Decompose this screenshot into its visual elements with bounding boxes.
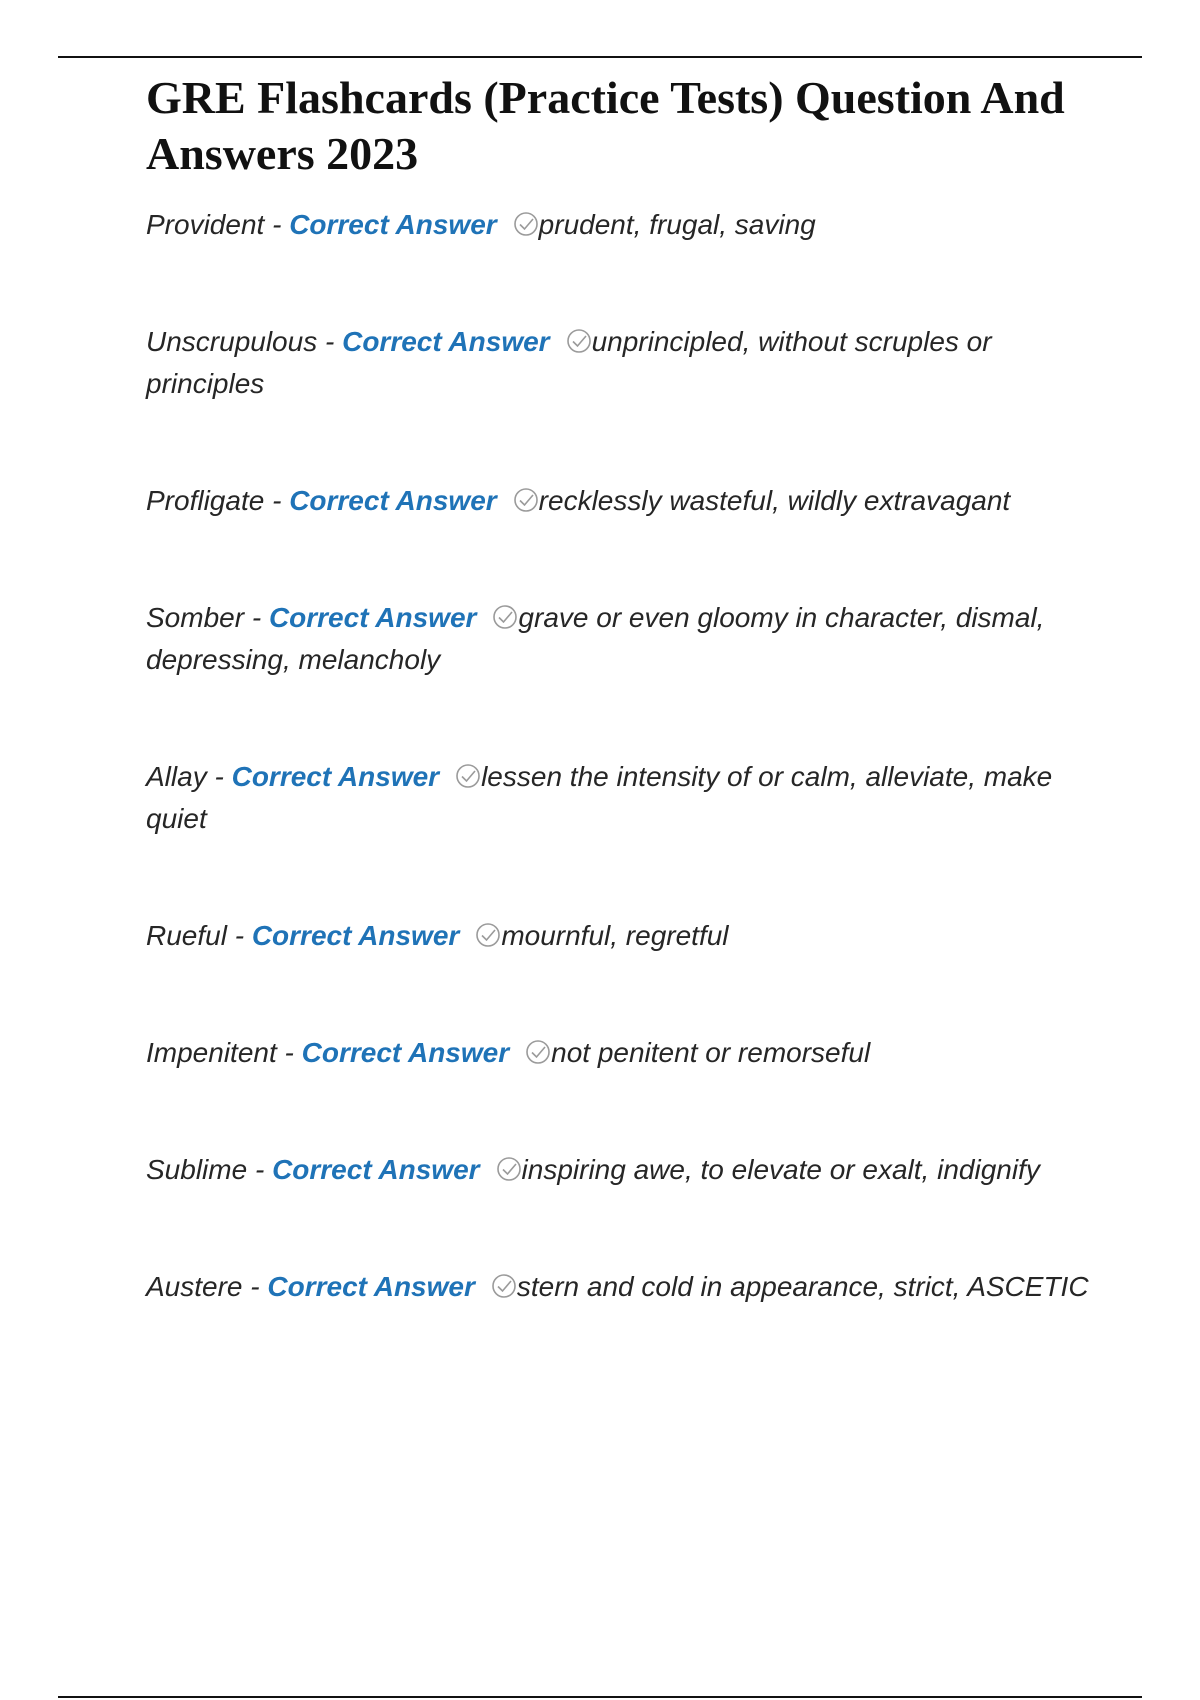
term-separator: -	[264, 485, 290, 516]
check-circle-icon	[491, 1273, 517, 1299]
term-separator: -	[317, 326, 343, 357]
term-separator: -	[206, 761, 232, 792]
flashcard-item	[146, 1266, 1096, 1308]
flashcard-term: Sublime	[146, 1154, 248, 1185]
correct-answer-label: Correct Answer	[289, 209, 497, 240]
term-separator: -	[276, 1037, 302, 1068]
correct-answer-label: Correct Answer	[267, 1271, 475, 1302]
flashcard-item	[146, 1149, 1096, 1191]
flashcard-term: Impenitent	[146, 1037, 277, 1068]
term-separator: -	[264, 209, 290, 240]
document-body	[146, 70, 1096, 1383]
flashcard-list	[146, 204, 1096, 1308]
document-title: GRE Flashcards (Practice Tests) Question And Answers 2023	[146, 72, 1065, 179]
flashcard-term: Profligate	[146, 485, 265, 516]
check-circle-icon	[475, 922, 501, 948]
correct-answer-label: Correct Answer	[289, 485, 497, 516]
flashcard-term: Austere	[146, 1271, 243, 1302]
check-circle-icon	[492, 604, 518, 630]
flashcard-term: Provident	[146, 209, 265, 240]
check-circle-icon	[566, 328, 592, 354]
flashcard-answer: grave or even gloomy in character, dismal, depressing, melancholy	[146, 602, 1045, 675]
flashcard-item	[146, 756, 1096, 840]
flashcard-term: Somber	[146, 602, 245, 633]
check-circle-icon	[513, 487, 539, 513]
flashcard-item	[146, 204, 1096, 246]
correct-answer-label: Correct Answer	[251, 920, 460, 951]
flashcard-item	[146, 321, 1096, 405]
flashcard-item	[146, 1032, 1096, 1074]
flashcard-answer: lessen the intensity of or calm, alleviate, make quiet	[146, 761, 1053, 834]
flashcard-answer: prudent, frugal, saving	[538, 209, 816, 240]
flashcard-answer: mournful, regretful	[501, 920, 729, 951]
flashcard-term: Allay	[146, 761, 207, 792]
top-rule	[58, 56, 1142, 58]
check-circle-icon	[513, 211, 539, 237]
correct-answer-label: Correct Answer	[272, 1154, 480, 1185]
flashcard-answer: stern and cold in appearance, strict, ASCETIC	[516, 1271, 1089, 1302]
flashcard-answer: not penitent or remorseful	[551, 1037, 871, 1068]
term-separator: -	[244, 602, 269, 633]
flashcard-term: Unscrupulous	[146, 326, 318, 357]
flashcard-item	[146, 480, 1096, 522]
term-separator: -	[247, 1154, 273, 1185]
flashcard-answer: recklessly wasteful, wildly extravagant	[538, 485, 1011, 516]
flashcard-item	[146, 597, 1096, 681]
flashcard-item	[146, 915, 1096, 957]
correct-answer-label: Correct Answer	[231, 761, 440, 792]
check-circle-icon	[455, 763, 481, 789]
flashcard-answer: inspiring awe, to elevate or exalt, indignify	[521, 1154, 1040, 1185]
term-separator: -	[242, 1271, 268, 1302]
correct-answer-label: Correct Answer	[301, 1037, 510, 1068]
check-circle-icon	[496, 1156, 522, 1182]
correct-answer-label: Correct Answer	[342, 326, 550, 357]
check-circle-icon	[525, 1039, 551, 1065]
term-separator: -	[226, 920, 252, 951]
flashcard-answer: unprincipled, without scruples or principles	[146, 326, 992, 399]
flashcard-term: Rueful	[146, 920, 227, 951]
correct-answer-label: Correct Answer	[268, 602, 477, 633]
bottom-rule	[58, 1696, 1142, 1698]
